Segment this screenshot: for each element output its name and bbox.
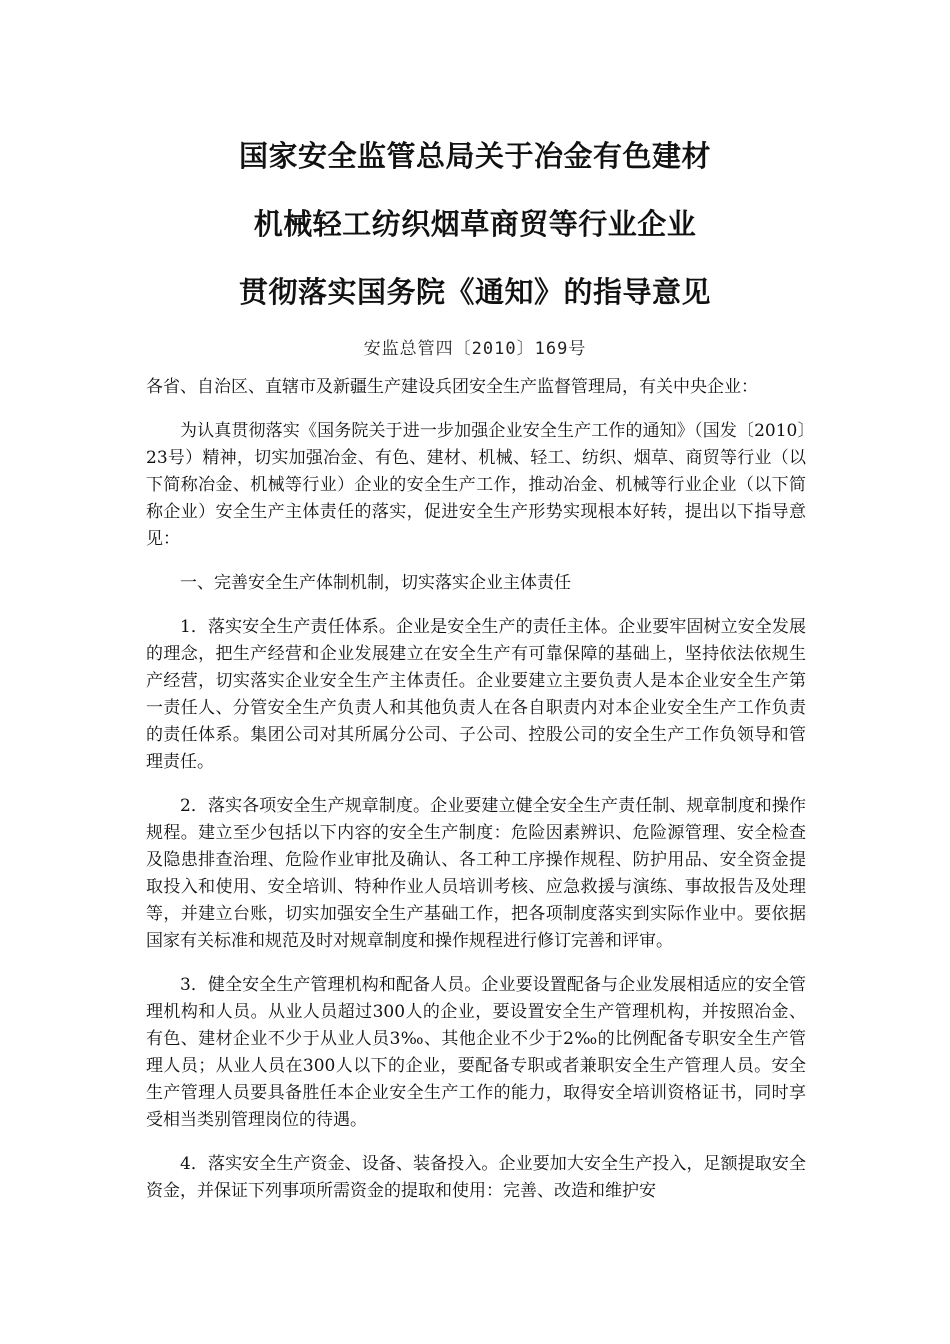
addressee: 各省、自治区、直辖市及新疆生产建设兵团安全生产监督管理局，有关中央企业： <box>146 377 758 397</box>
list-item: 1．落实安全生产责任体系。企业是安全生产的责任主体。企业要牢固树立安全发展的理念，把生产经营和企业发展建立在安全生产有可靠保障的基础上，坚持依法依规生产经营，切实落实企业安全生产主体责任。企业要建立主要负责人是本企业安全生产第一责任人、分管安全生产负责人和其他负责人在各自职责内对本企业安全生产工作负责的责任体系。集团公司对其所属分公司、子公司、控股公司的安全生产工作负领导和管理责任。 <box>146 617 806 772</box>
intro-paragraph: 为认真贯彻落实《国务院关于进一步加强企业安全生产工作的通知》（国发〔2010〕23号）精神，切实加强冶金、有色、建材、机械、轻工、纺织、烟草、商贸等行业（以下简称冶金、机械等行业）企业的安全生产工作，推动冶金、机械等行业企业（以下简称企业）安全生产主体责任的落实，促进安全生产形势实现根本好转，提出以下指导意见： <box>146 421 806 549</box>
document-number: 安监总管四〔2010〕169号 <box>363 339 587 359</box>
title-line-3: 贯彻落实国务院《通知》的指导意见 <box>238 275 711 309</box>
list-item: 4．落实安全生产资金、设备、装备投入。企业要加大安全生产投入，足额提取安全资金，并保证下列事项所需资金的提取和使用：完善、改造和维护安 <box>146 1154 806 1201</box>
title-line-2: 机械轻工纺织烟草商贸等行业企业 <box>253 207 697 241</box>
title-line-1: 国家安全监管总局关于冶金有色建材 <box>238 139 711 173</box>
document-body <box>146 374 806 1222</box>
section-heading: 一、完善安全生产体制机制，切实落实企业主体责任 <box>180 573 571 593</box>
list-item: 2．落实各项安全生产规章制度。企业要建立健全安全生产责任制、规章制度和操作规程。建立至少包括以下内容的安全生产制度：危险因素辨识、危险源管理、安全检查及隐患排查治理、危险作业审批及确认、各工种工序操作规程、防护用品、安全资金提取投入和使用、安全培训、特种作业人员培训考核、应急救援与演练、事故报告及处理等，并建立台账，切实加强安全生产基础工作，把各项制度落实到实际作业中。要依据国家有关标准和规范及时对规章制度和操作规程进行修订完善和评审。 <box>146 796 806 951</box>
list-item: 3．健全安全生产管理机构和配备人员。企业要设置配备与企业发展相适应的安全管理机构和人员。从业人员超过300人的企业，要设置安全生产管理机构，并按照冶金、有色、建材企业不少于从业人员3‰、其他企业不少于2‰的比例配备专职安全生产管理人员；从业人员在300人以下的企业，要配备专职或者兼职安全生产管理人员。安全生产管理人员要具备胜任本企业安全生产工作的能力，取得安全培训资格证书，同时享受相当类别管理岗位的待遇。 <box>146 975 806 1130</box>
